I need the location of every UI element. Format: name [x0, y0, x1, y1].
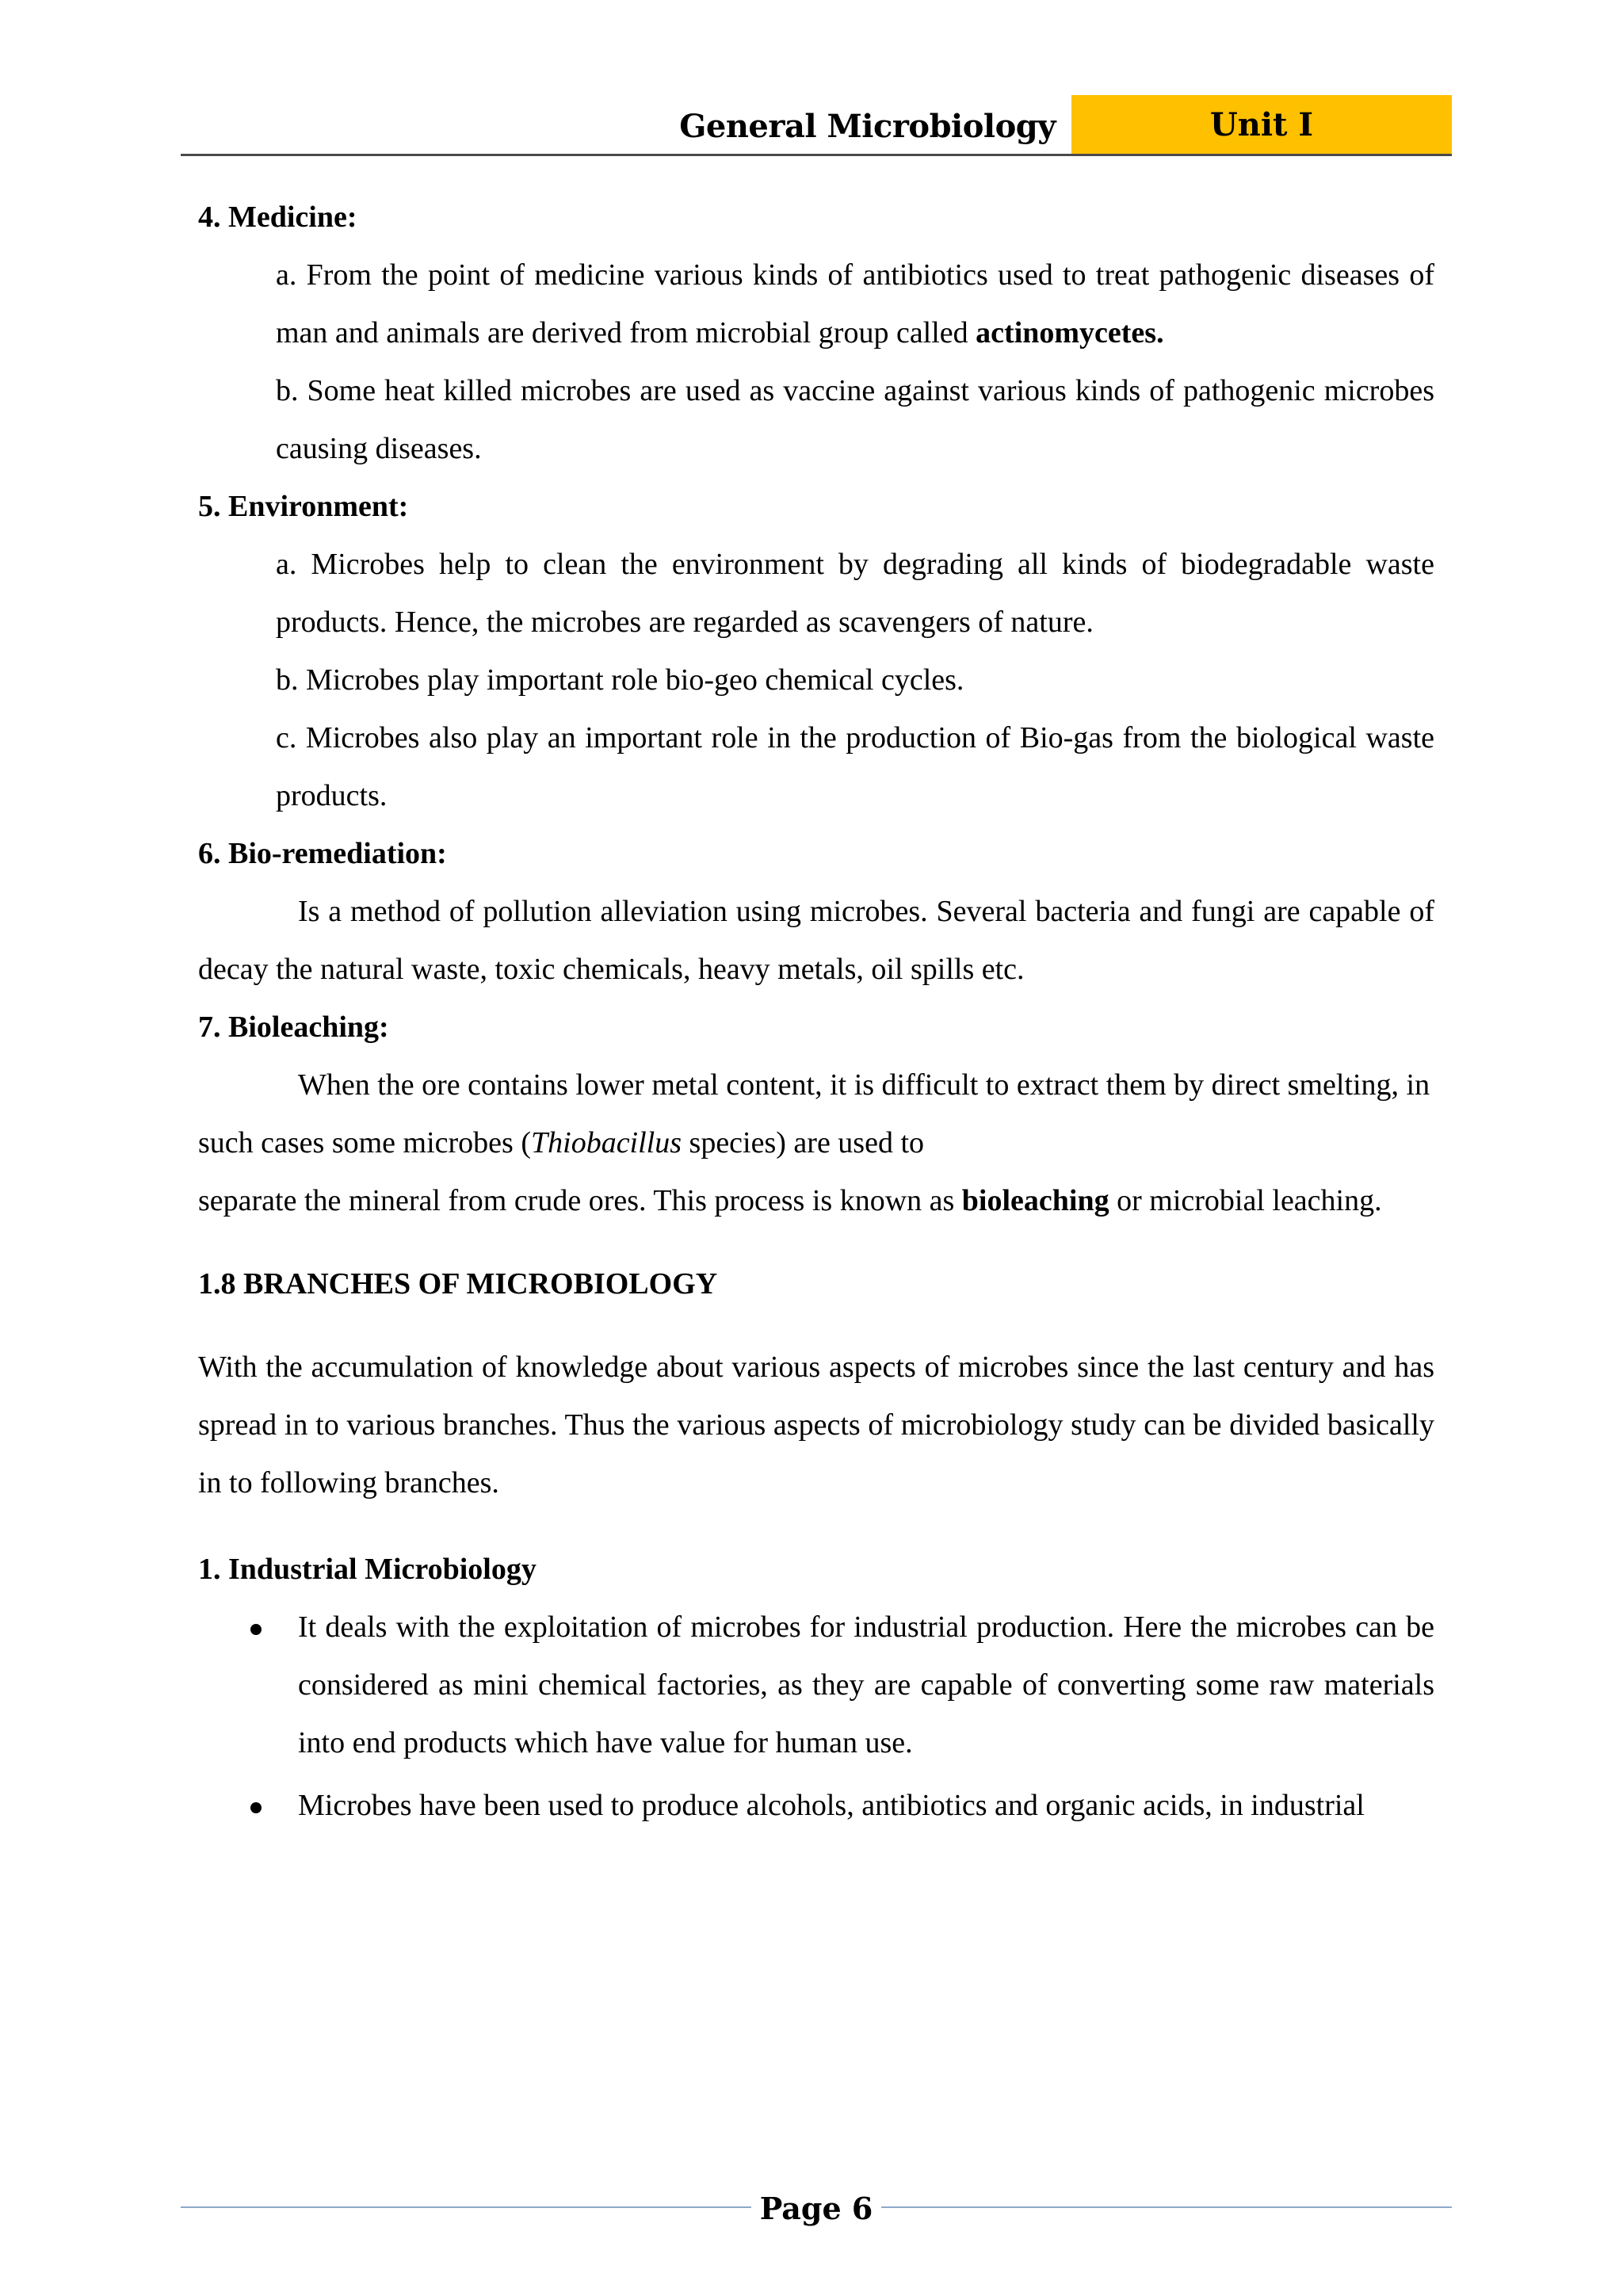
branches-intro: With the accumulation of knowledge about various aspects of microbes since the last century and has spread in to various branches. Thus the various aspects of microbiology study can be divided basically in to following branches.	[198, 1350, 1434, 1499]
header-unit-badge: Unit I	[1071, 95, 1452, 154]
bioremediation-paragraph: Is a method of pollution alleviation using microbes. Several bacteria and fungi are capable of decay the natural waste, toxic chemicals, heavy metals, oil spills etc.	[198, 895, 1434, 986]
list-item-text: Microbes have been used to produce alcohols, antibiotics and organic acids, in industrial	[298, 1789, 1365, 1822]
environment-point-c: c. Microbes also play an important role in the production of Bio-gas from the biological waste products.	[276, 721, 1434, 812]
medicine-point-b: b. Some heat killed microbes are used as vaccine against various kinds of pathogenic microbes causing diseases.	[276, 374, 1434, 465]
industrial-microbiology-heading: 1. Industrial Microbiology	[198, 1553, 537, 1586]
environment-point-b: b. Microbes play important role bio-geo chemical cycles.	[276, 663, 964, 697]
actinomycetes-term: actinomycetes.	[976, 316, 1164, 350]
page-number: Page 6	[759, 2191, 873, 2226]
bioleaching-text-4: or microbial leaching.	[1109, 1184, 1382, 1217]
medicine-point-a-text: a. From the point of medicine various kinds of antibiotics used to treat pathogenic diseases of man and animals are derived from microbial group called	[276, 258, 1434, 350]
bullet-icon	[250, 1624, 262, 1635]
bioleaching-paragraph-1	[198, 1056, 1434, 1172]
thiobacillus-term: Thiobacillus	[531, 1126, 682, 1159]
footer-rule-right	[881, 2206, 1452, 2208]
bioleaching-term: bioleaching	[961, 1184, 1109, 1217]
section-environment-heading: 5. Environment:	[198, 490, 409, 523]
bioleaching-text-2: species) are used to	[682, 1126, 925, 1159]
industrial-bullet-list	[198, 1599, 1434, 1835]
list-item	[198, 1777, 1434, 1835]
list-item-text: It deals with the exploitation of microbes for industrial production. Here the microbes can be considered as mini chemical factories, as they are capable of converting some raw materials into end products which have value for human use.	[298, 1610, 1434, 1759]
bioleaching-paragraph-2	[198, 1172, 1434, 1230]
environment-point-a: a. Microbes help to clean the environment by degrading all kinds of biodegradable waste products. Hence, the microbes are regarded as scavengers of nature.	[276, 548, 1434, 639]
bullet-icon	[250, 1802, 262, 1813]
section-medicine-heading: 4. Medicine:	[198, 201, 357, 234]
medicine-point-a	[198, 246, 1434, 362]
section-bioleaching-heading: 7. Bioleaching:	[198, 1010, 389, 1044]
header-title: General Microbiology	[679, 108, 1056, 145]
bioleaching-text-3: separate the mineral from crude ores. This process is known as	[198, 1184, 962, 1217]
branches-heading: 1.8 BRANCHES OF MICROBIOLOGY	[198, 1267, 718, 1301]
page-header	[181, 95, 1452, 156]
page-footer	[181, 2191, 1452, 2226]
list-item	[198, 1599, 1434, 1772]
page-content	[198, 189, 1434, 1835]
bioleaching-text-1: When the ore contains lower metal content, it is difficult to extract them by direct smelting, in such cases some microbes (	[198, 1068, 1430, 1159]
section-bioremediation-heading: 6. Bio-remediation:	[198, 837, 447, 870]
